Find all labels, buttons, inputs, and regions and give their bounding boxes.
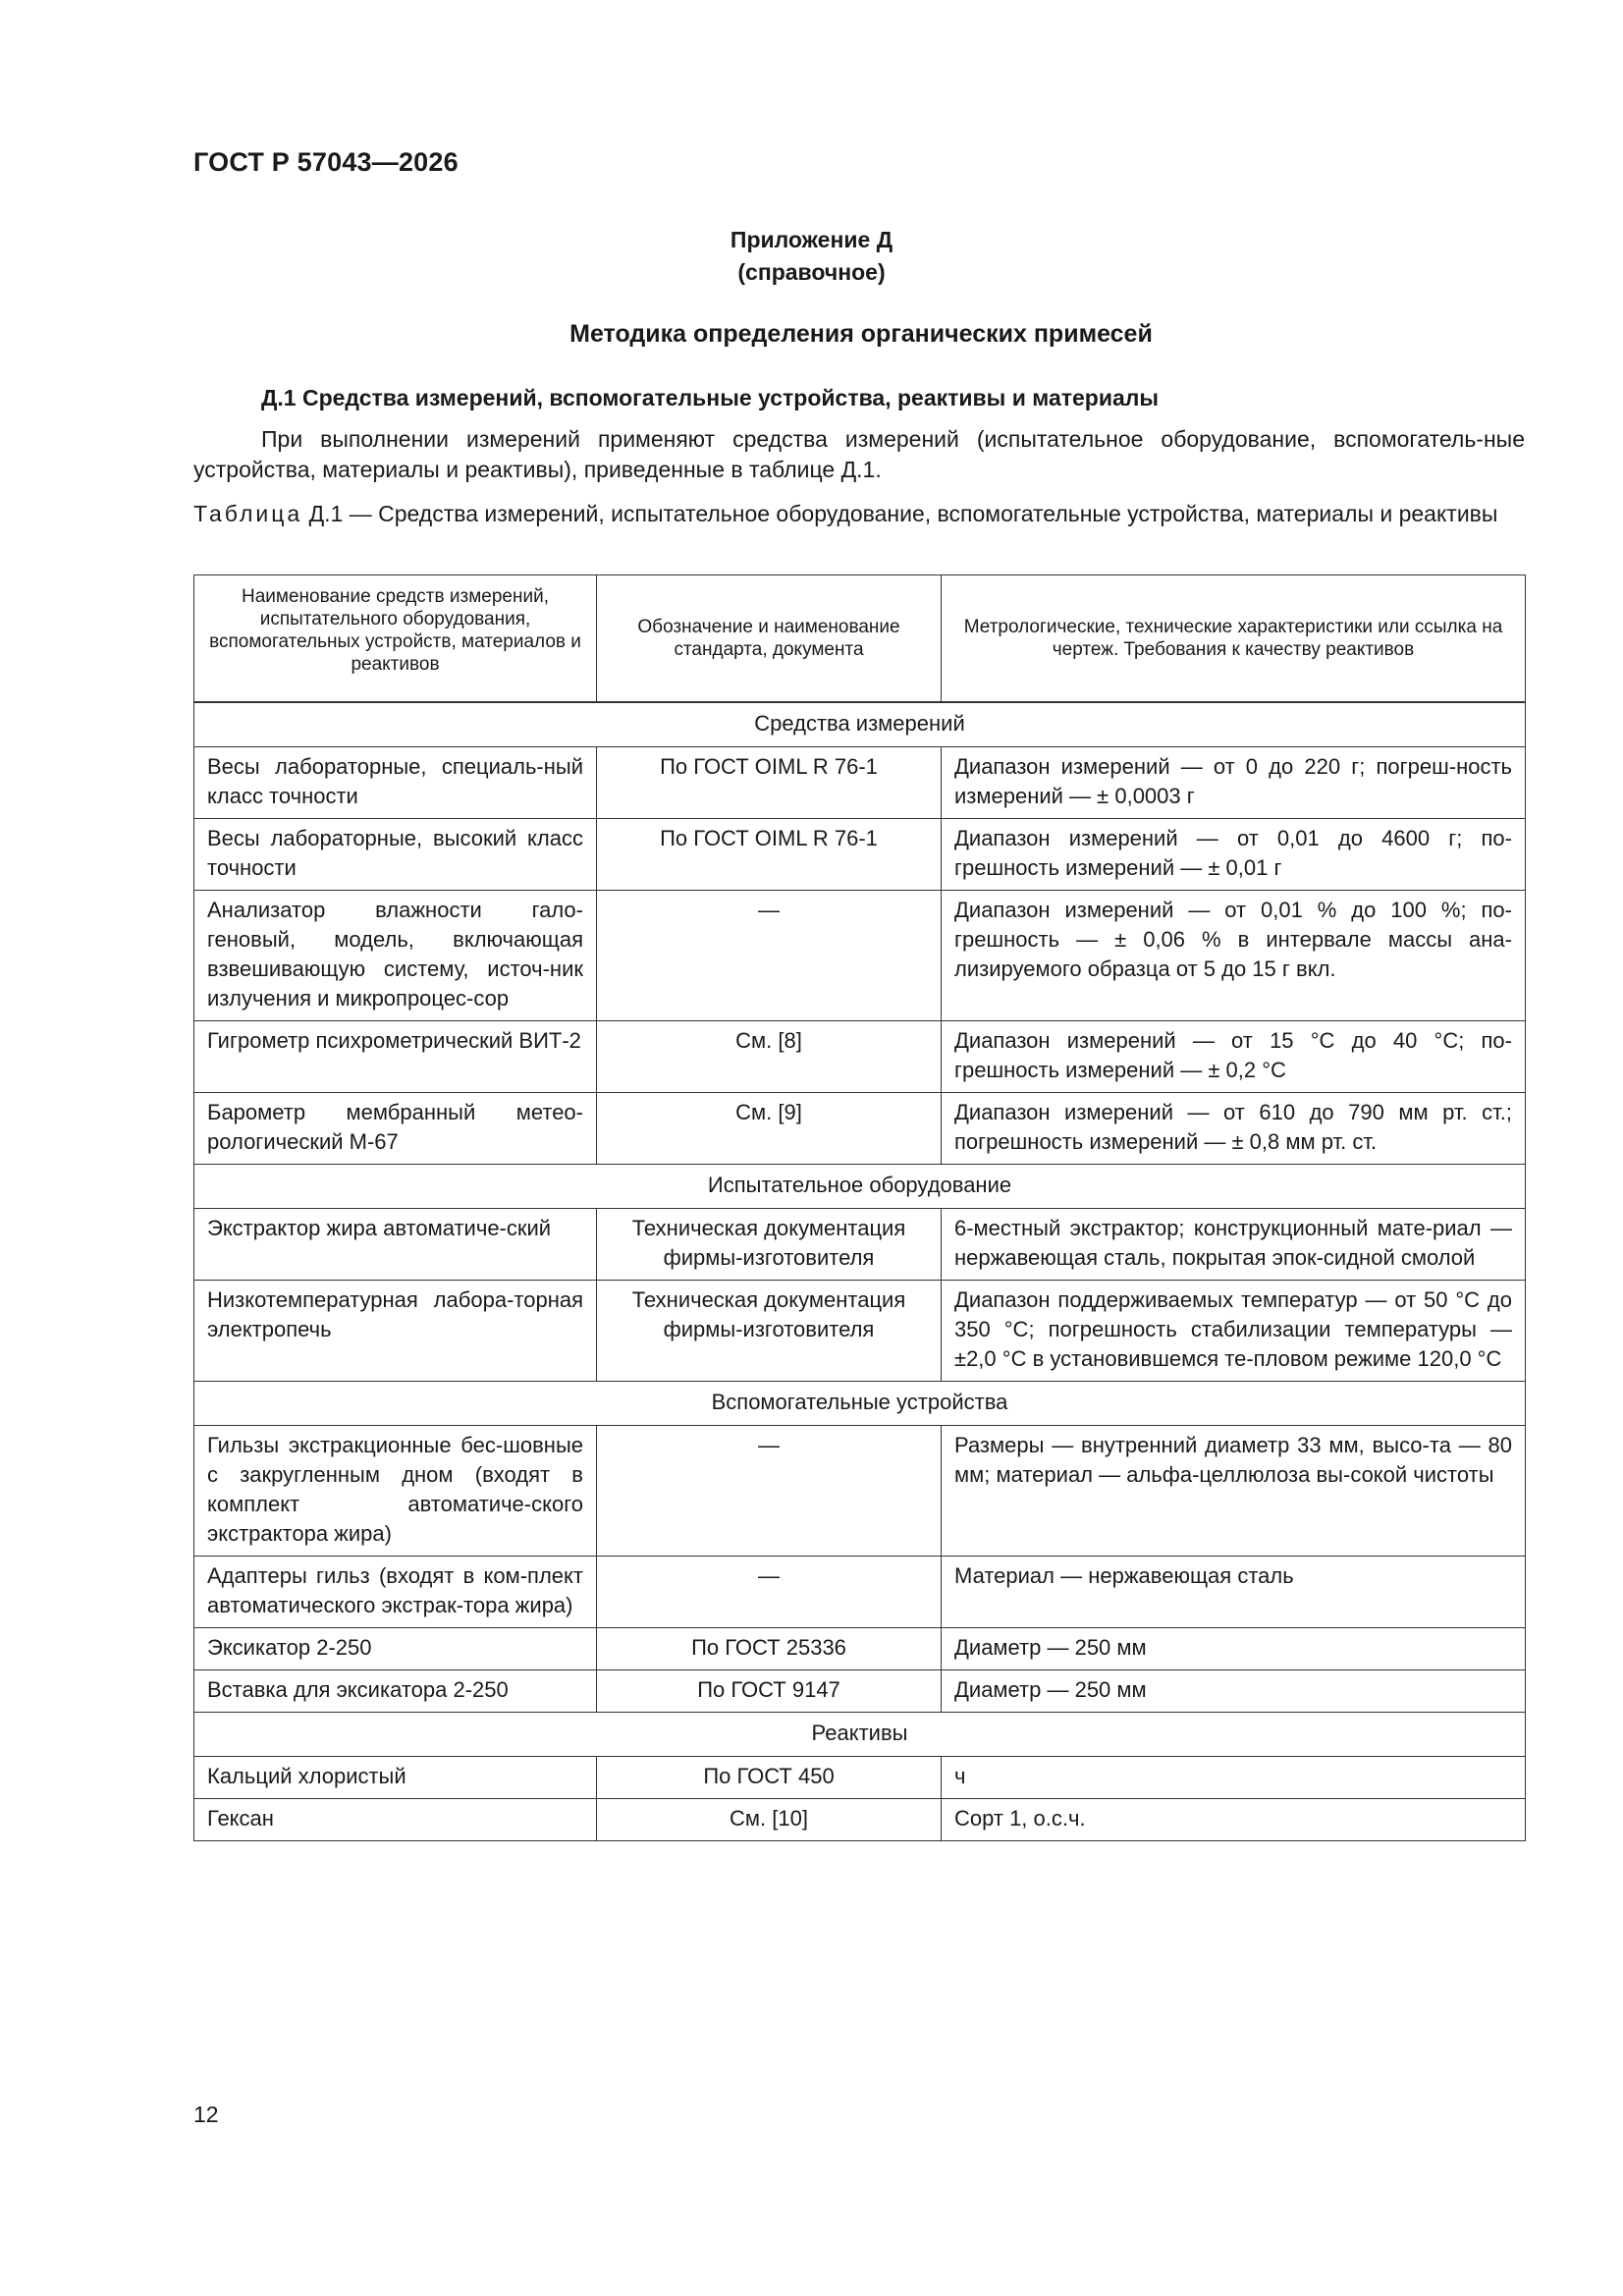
table-row: [194, 1281, 1526, 1382]
item-characteristics-cell: Сорт 1, о.с.ч.: [942, 1799, 1526, 1841]
item-name-cell: Гильзы экстракционные бес-шовные с закругленным дном (входят в комплект автоматиче-ского экстрактора жира): [194, 1426, 597, 1557]
equipment-table: [193, 574, 1526, 1841]
section-title-cell: Средства измерений: [194, 703, 1526, 747]
item-name-cell: Экстрактор жира автоматиче-ский: [194, 1209, 597, 1281]
table-row: [194, 1557, 1526, 1628]
intro-paragraph: При выполнении измерений применяют средства измерений (испытательное оборудование, вспомогатель-ные устройства, материалы и реактивы), приведенные в таблице Д.1.: [193, 426, 1525, 482]
table-row: [194, 1209, 1526, 1281]
appendix-subtitle: (справочное): [737, 259, 886, 285]
item-characteristics-cell: Диапазон измерений — от 610 до 790 мм рт. ст.; погрешность измерений — ± 0,8 мм рт. ст.: [942, 1093, 1526, 1165]
table-row: [194, 747, 1526, 819]
table-row: [194, 1628, 1526, 1670]
item-characteristics-cell: Размеры — внутренний диаметр 33 мм, высо-та — 80 мм; материал — альфа-целлюлоза вы-сокой чистоты: [942, 1426, 1526, 1557]
table-row: [194, 1799, 1526, 1841]
item-characteristics-cell: Диапазон измерений — от 0,01 до 4600 г; по-грешность измерений — ± 0,01 г: [942, 819, 1526, 891]
item-characteristics-cell: ч: [942, 1757, 1526, 1799]
section-row: [194, 1165, 1526, 1209]
item-name-cell: Эксикатор 2-250: [194, 1628, 597, 1670]
item-standard-cell: Техническая документация фирмы-изготовителя: [597, 1209, 942, 1281]
table-header-row: [194, 575, 1526, 702]
appendix-heading: [0, 224, 1623, 289]
item-standard-cell: По ГОСТ 9147: [597, 1670, 942, 1713]
item-standard-cell: См. [10]: [597, 1799, 942, 1841]
item-characteristics-cell: 6-местный экстрактор; конструкционный мате-риал — нержавеющая сталь, покрытая эпок-сидной смолой: [942, 1209, 1526, 1281]
item-name-cell: Гигрометр психрометрический ВИТ-2: [194, 1021, 597, 1093]
item-characteristics-cell: Диапазон поддерживаемых температур — от 50 °C до 350 °C; погрешность стабилизации температуры — ±2,0 °C в установившемся те-пловом режиме 120,0 °C: [942, 1281, 1526, 1382]
section-row: [194, 1382, 1526, 1426]
equipment-table-body: [194, 575, 1526, 1841]
item-name-cell: Кальций хлористый: [194, 1757, 597, 1799]
item-characteristics-cell: Диапазон измерений — от 15 °C до 40 °C; по-грешность измерений — ± 0,2 °C: [942, 1021, 1526, 1093]
item-name-cell: Гексан: [194, 1799, 597, 1841]
table-caption-label: Таблица: [193, 501, 303, 526]
item-characteristics-cell: Диаметр — 250 мм: [942, 1670, 1526, 1713]
item-name-cell: Низкотемпературная лабора-торная электропечь: [194, 1281, 597, 1382]
item-standard-cell: —: [597, 1426, 942, 1557]
section-title: Д.1 Средства измерений, вспомогательные устройства, реактивы и материалы: [261, 385, 1160, 410]
item-standard-cell: По ГОСТ 450: [597, 1757, 942, 1799]
item-name-cell: Адаптеры гильз (входят в ком-плект автоматического экстрак-тора жира): [194, 1557, 597, 1628]
section-title-cell: Реактивы: [194, 1713, 1526, 1757]
item-standard-cell: По ГОСТ OIML R 76-1: [597, 747, 942, 819]
appendix-title: Приложение Д: [730, 227, 893, 252]
table-caption-text: Д.1 — Средства измерений, испытательное оборудование, вспомогательные устройства, материалы и реактивы: [302, 501, 1498, 526]
item-characteristics-cell: Диапазон измерений — от 0 до 220 г; погреш-ность измерений — ± 0,0003 г: [942, 747, 1526, 819]
item-name-cell: Весы лабораторные, специаль-ный класс точности: [194, 747, 597, 819]
section-row: [194, 1713, 1526, 1757]
item-standard-cell: По ГОСТ OIML R 76-1: [597, 819, 942, 891]
item-standard-cell: —: [597, 891, 942, 1021]
table-row: [194, 1670, 1526, 1713]
main-title: Методика определения органических примесей: [569, 320, 1153, 348]
table-row: [194, 1426, 1526, 1557]
item-standard-cell: Техническая документация фирмы-изготовителя: [597, 1281, 942, 1382]
table-row: [194, 819, 1526, 891]
table-row: [194, 891, 1526, 1021]
header-name-column: Наименование средств измерений, испытательного оборудования, вспомогательных устройств, материалов и реактивов: [194, 575, 597, 702]
table-row: [194, 1021, 1526, 1093]
item-characteristics-cell: Диаметр — 250 мм: [942, 1628, 1526, 1670]
page-number: 12: [193, 2102, 219, 2127]
item-name-cell: Вставка для эксикатора 2-250: [194, 1670, 597, 1713]
section-title-cell: Вспомогательные устройства: [194, 1382, 1526, 1426]
table-caption: [193, 499, 1525, 529]
document-header: ГОСТ Р 57043—2026: [193, 147, 459, 177]
item-standard-cell: —: [597, 1557, 942, 1628]
item-characteristics-cell: Диапазон измерений — от 0,01 % до 100 %; по-грешность — ± 0,06 % в интервале массы ана-лизируемого образца от 5 до 15 г вкл.: [942, 891, 1526, 1021]
item-characteristics-cell: Материал — нержавеющая сталь: [942, 1557, 1526, 1628]
header-characteristics-column: Метрологические, технические характеристики или ссылка на чертеж. Требования к качеству реактивов: [942, 575, 1526, 702]
section-row: [194, 703, 1526, 747]
item-standard-cell: См. [8]: [597, 1021, 942, 1093]
header-standard-column: Обозначение и наименование стандарта, документа: [597, 575, 942, 702]
section-title-cell: Испытательное оборудование: [194, 1165, 1526, 1209]
item-standard-cell: См. [9]: [597, 1093, 942, 1165]
item-name-cell: Барометр мембранный метео-рологический М-67: [194, 1093, 597, 1165]
table-row: [194, 1757, 1526, 1799]
table-row: [194, 1093, 1526, 1165]
item-name-cell: Весы лабораторные, высокий класс точности: [194, 819, 597, 891]
item-name-cell: Анализатор влажности гало-геновый, модель, включающая взвешивающую систему, источ-ник излучения и микропроцес-сор: [194, 891, 597, 1021]
item-standard-cell: По ГОСТ 25336: [597, 1628, 942, 1670]
